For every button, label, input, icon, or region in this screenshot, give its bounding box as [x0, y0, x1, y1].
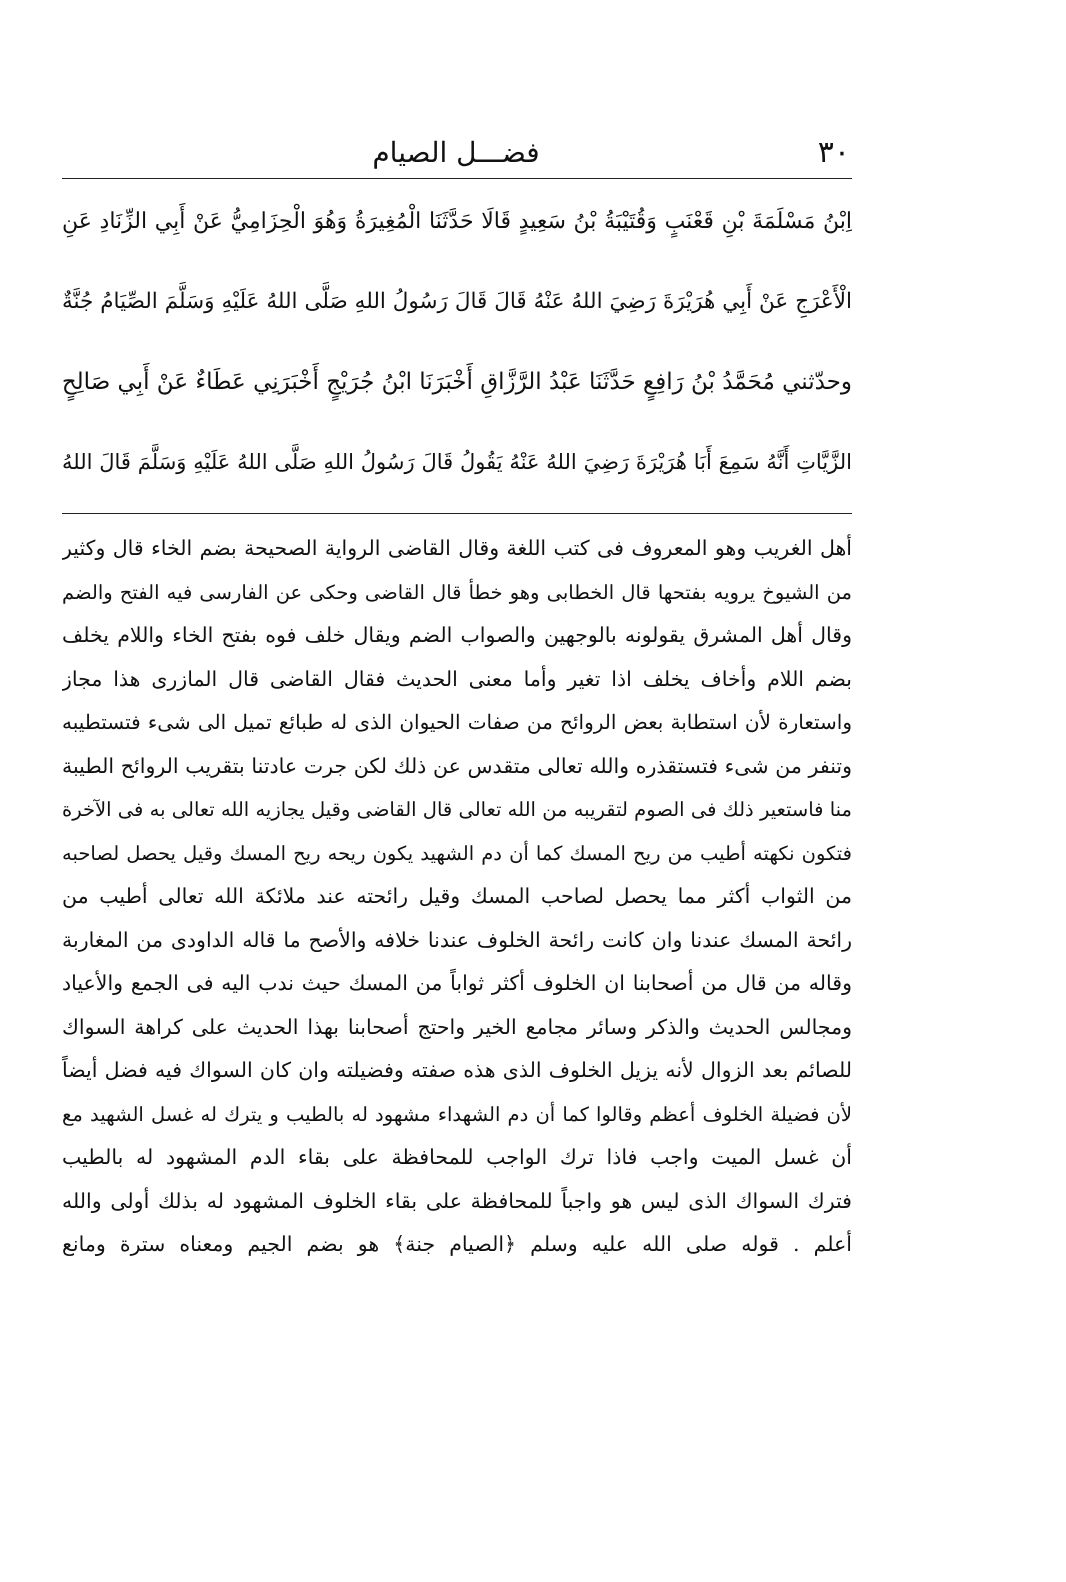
page-header: [62, 130, 850, 178]
commentary-line: فترك السواك الذى ليس هو واجباً للمحافظة على بقاء الخلوف المشهود له بذلك أولى والله: [62, 1188, 852, 1213]
commentary-text-block: [62, 527, 852, 1267]
commentary-line: وقال أهل المشرق يقولونه بالوجهين والصواب الضم ويقال خلف فوه بفتح الخاء واللام يخلف: [62, 623, 852, 647]
commentary-line: فتكون نكهته أطيب من ريح المسك كما أن دم الشهيد يكون ريحه ريح المسك وقيل يحصل لصاحبه: [62, 841, 852, 865]
hadith-text-block: [62, 182, 852, 502]
commentary-line: منا فاستعير ذلك فى الصوم لتقريبه من الله تعالى قال القاضى وقيل يجازيه الله تعالى به فى الآخرة: [62, 798, 852, 821]
running-title: فضـــل الصيام: [372, 136, 540, 169]
hadith-line: الْأَعْرَجِ عَنْ أَبِي هُرَيْرَةَ رَضِيَ اللهُ عَنْهُ قَالَ قَالَ رَسُولُ اللهِ صَلَّى اللهُ عَلَيْهِ وَسَلَّمَ الصِّيَامُ جُنَّةٌ: [62, 289, 852, 314]
section-divider-rule: [62, 513, 852, 514]
hadith-line: وحدّثني مُحَمَّدُ بْنُ رَافِعٍ حَدَّثَنَا عَبْدُ الرَّزَّاقِ أَخْبَرَنَا ابْنُ جُرَيْجٍ أَخْبَرَنِي عَطَاءٌ عَنْ أَبِي صَالِحٍ: [62, 369, 852, 395]
commentary-line: من الشيوخ يرويه بفتحها قال الخطابى وهو خطأ قال القاضى وحكى عن الفارسى فيه الفتح والضم: [62, 580, 852, 604]
commentary-line: أهل الغريب وهو المعروف فى كتب اللغة وقال القاضى الرواية الصحيحة بضم الخاء قال وكثير: [62, 536, 852, 560]
commentary-line: واستعارة لأن استطابة بعض الروائح من صفات الحيوان الذى له طبائع تميل الى شىء فتستطيبه: [62, 710, 852, 734]
commentary-line: ومجالس الحديث والذكر وسائر مجامع الخير واحتج أصحابنا بهذا الحديث على كراهة السواك: [62, 1014, 852, 1039]
hadith-line: اِبْنُ مَسْلَمَةَ بْنِ قَعْنَبٍ وَقُتَيْبَةُ بْنُ سَعِيدٍ قَالَا حَدَّثَنَا الْمُغِيرَةُ وَهُوَ الْحِزَامِيُّ عَنْ أَبِي الزِّنَادِ عَنِ: [62, 209, 852, 234]
commentary-line: لأن فضيلة الخلوف أعظم وقالوا كما أن دم الشهداء مشهود له بالطيب و يترك له غسل الشهيد مع: [62, 1102, 852, 1126]
commentary-line: أن غسل الميت واجب فاذا ترك الواجب للمحافظة على بقاء الدم المشهود له بالطيب: [62, 1145, 852, 1169]
commentary-line: بضم اللام وأخاف يخلف اذا تغير وأما معنى الحديث فقال القاضى قال المازرى هذا مجاز: [62, 666, 852, 691]
page-number: ٣٠: [817, 135, 850, 170]
commentary-line: وتنفر من شىء فتستقذره والله تعالى متقدس عن ذلك لكن جرت عادتنا بتقريب الروائح الطيبة: [62, 753, 852, 778]
hadith-line: الزَّيَّاتِ أَنَّهُ سَمِعَ أَبَا هُرَيْرَةَ رَضِيَ اللهُ عَنْهُ يَقُولُ قَالَ رَسُولُ اللهِ صَلَّى اللهُ عَلَيْهِ وَسَلَّمَ قَالَ اللهُ: [62, 450, 852, 474]
commentary-line: رائحة المسك عندنا وان كانت رائحة الخلوف عندنا خلافه والأصح ما قاله الداودى من المغاربة: [62, 927, 852, 952]
header-rule: [62, 178, 852, 179]
commentary-line: للصائم بعد الزوال لأنه يزيل الخلوف الذى هذه صفته وفضيلته وان كان السواك فيه فضل أيضاً: [62, 1058, 852, 1082]
commentary-line: أعلم . قوله صلى الله عليه وسلم ﴿الصيام جنة﴾ هو بضم الجيم ومعناه سترة ومانع: [62, 1232, 852, 1256]
commentary-line: من الثواب أكثر مما يحصل لصاحب المسك وقيل رائحته عند ملائكة الله تعالى أطيب من: [62, 884, 852, 908]
commentary-line: وقاله من قال من أصحابنا ان الخلوف أكثر ثواباً من المسك حيث ندب اليه فى الجمع والأعياد: [62, 971, 852, 995]
